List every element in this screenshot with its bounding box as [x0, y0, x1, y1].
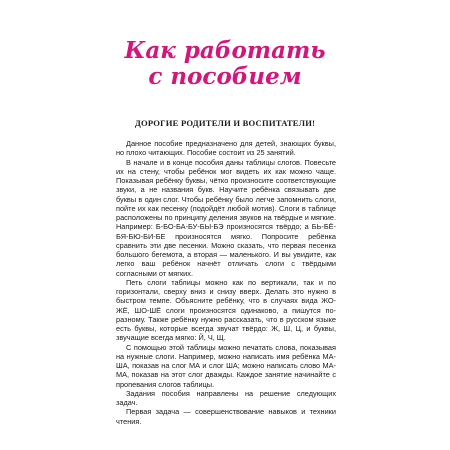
page-title-line-2: с пособием [148, 63, 302, 90]
body-text [116, 139, 336, 426]
paragraph-syllable-tables: В начале и в конце пособия даны таблицы слогов. Повесьте их на стену, чтобы ребёнок мог видеть их как можно чаще. Показывая ребёнку буквы, чётко произносите соответствующие звуки, а не названия букв. Научите ребёнка связывать две буквы в один слог. Чтобы ребёнку было легче запомнить слоги, пойте их как песенку (подойдёт любой мотив). Слоги в таблице расположены по принципу деления звуков на твёрдые и мягкие. Например: Б-БО-БА-БУ-БЫ-БЭ произносятся твёрдо; а БЬ-БЁ-БЯ-БЮ-БИ-БЕ произносятся мягко. Попросите ребёнка сравнить эти две песенки. Можно сказать, что первая песенка большого бегемота, а вторая — маленького. И вы увидите, как легко ваш ребёнок начнёт отличать слоги с твёрдыми согласными от мягких. [116, 157, 336, 278]
paragraph-printing-words: С помощью этой таблицы можно печатать слова, показывая на нужные слоги. Например, можно написать имя ребёнка МА-ША, показав на слог МА и слог ША; можно написать слово МА-МА, показав на этот слог дважды. Каждое занятие начинайте с пропевания слогов таблицы. [116, 342, 336, 389]
paragraph-singing-syllables: Петь слоги таблицы можно как по вертикали, так и по горизонтали, сверху вниз и снизу вверх. Делать это нужно в быстром темпе. Объясните ребёнку, что в случаях вида ЖО-ЖЁ, ШО-ШЁ слоги произносятся одинаково, а пишутся по-разному. Также ребёнку нужно рассказать, что в русском языке есть буквы, которые всегда звучат твёрдо: Ж, Ш, Ц, и буквы, звучащие всегда мягко: Й, Ч, Щ. [116, 277, 336, 343]
paragraph-tasks: Задания пособия направлены на решение следующих задач. [116, 388, 336, 407]
page-title-line-1: Как работать [124, 37, 326, 64]
paragraph-first-task: Первая задача — совершенствование навыков и техники чтения. [116, 407, 336, 426]
paragraph-intro: Данное пособие предназначено для детей, знающих буквы, но плохо читающих. Пособие состоит из 25 занятий. [116, 139, 336, 158]
page-subtitle: ДОРОГИЕ РОДИТЕЛИ И ВОСПИТАТЕЛИ! [134, 118, 316, 128]
